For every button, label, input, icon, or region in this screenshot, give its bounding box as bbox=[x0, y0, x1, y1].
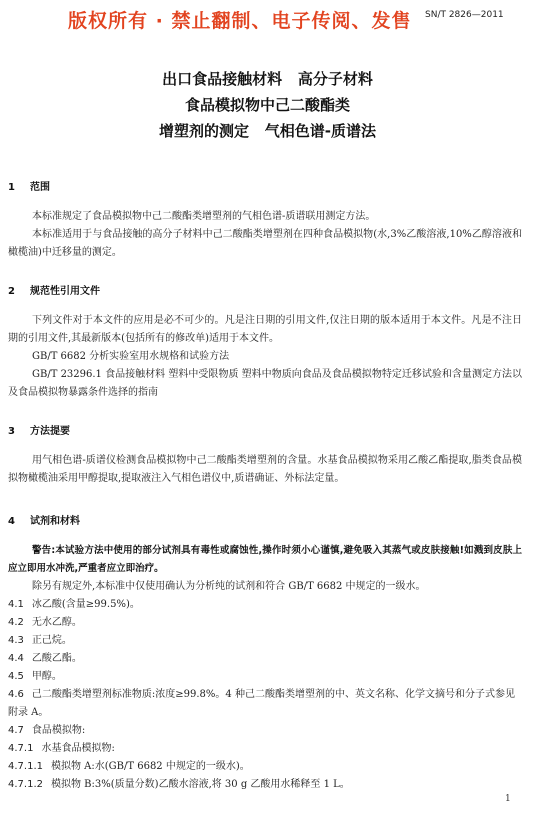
item-text: 己二酸酯类增塑剂标准物质:浓度≥99.8%。4 种己二酸酯类增塑剂的中、英文名称、化学文摘号和分子式参见附录 A。 bbox=[8, 689, 515, 718]
copyright-watermark: 版权所有 · 禁止翻制、电子传阅、发售 bbox=[68, 10, 412, 32]
list-item bbox=[8, 650, 522, 668]
section-number: 2 bbox=[8, 286, 15, 297]
list-item bbox=[8, 632, 522, 650]
section-2-paragraph-1: 下列文件对于本文件的应用是必不可少的。凡是注日期的引用文件,仅注日期的版本适用于本文件。凡是不注日期的引用文件,其最新版本(包括所有的修改单)适用于本文件。 bbox=[8, 315, 522, 344]
item-number: 4.1 bbox=[8, 599, 24, 610]
safety-warning: 警告:本试验方法中使用的部分试剂具有毒性或腐蚀性,操作时须小心谨慎,避免吸入其蒸气或皮肤接触!如溅到皮肤上应立即用水冲洗,严重者应立即治疗。 bbox=[8, 545, 522, 574]
list-item bbox=[8, 668, 522, 686]
section-1-heading bbox=[8, 178, 50, 193]
section-3-heading bbox=[8, 422, 70, 437]
list-item bbox=[8, 776, 522, 794]
item-number: 4.6 bbox=[8, 689, 24, 700]
item-text: 甲醇。 bbox=[31, 671, 62, 682]
item-number: 4.2 bbox=[8, 617, 24, 628]
section-3-paragraph-1: 用气相色谱-质谱仪检测食品模拟物中己二酸酯类增塑剂的含量。水基食品模拟物采用乙酸乙酯提取,脂类食品模拟物橄榄油采用甲醇提取,提取液注入气相色谱仪中,质谱确证、外标法定量。 bbox=[8, 455, 522, 484]
normative-reference-2: GB/T 23296.1 食品接触材料 塑料中受限物质 塑料中物质向食品及食品模拟物特定迁移试验和含量测定方法以及食品模拟物暴露条件选择的指南 bbox=[8, 369, 522, 398]
list-item bbox=[8, 686, 522, 722]
item-number: 4.7.1.1 bbox=[8, 761, 43, 772]
list-item bbox=[8, 614, 522, 632]
section-title: 范围 bbox=[30, 182, 50, 193]
section-1-paragraph-1: 本标准规定了食品模拟物中己二酸酯类增塑剂的气相色谱-质谱联用测定方法。 bbox=[32, 211, 376, 222]
list-item bbox=[8, 722, 522, 740]
item-text: 乙酸乙酯。 bbox=[31, 653, 82, 664]
item-text: 正己烷。 bbox=[31, 635, 72, 646]
item-text: 模拟物 A:水(GB/T 6682 中规定的一级水)。 bbox=[51, 761, 250, 772]
section-number: 3 bbox=[8, 426, 15, 437]
page-number: 1 bbox=[505, 794, 511, 804]
section-number: 4 bbox=[8, 516, 15, 527]
list-item bbox=[8, 596, 522, 614]
section-1-paragraph-2: 本标准适用于与食品接触的高分子材料中己二酸酯类增塑剂在四种食品模拟物(水,3%乙酸溶液,10%乙醇溶液和橄榄油)中迁移量的测定。 bbox=[8, 229, 522, 258]
item-text: 模拟物 B:3%(质量分数)乙酸水溶液,将 30 g 乙酸用水稀释至 1 L。 bbox=[51, 779, 350, 790]
item-text: 食品模拟物: bbox=[31, 725, 86, 736]
section-title: 方法提要 bbox=[30, 426, 70, 437]
section-title: 规范性引用文件 bbox=[30, 286, 100, 297]
item-number: 4.7 bbox=[8, 725, 24, 736]
title-line-2: 食品模拟物中己二酸酯类 bbox=[184, 96, 350, 114]
list-item bbox=[8, 740, 522, 758]
list-item bbox=[8, 758, 522, 776]
item-number: 4.5 bbox=[8, 671, 24, 682]
item-number: 4.4 bbox=[8, 653, 24, 664]
section-4-heading bbox=[8, 512, 80, 527]
normative-reference-1: GB/T 6682 分析实验室用水规格和试验方法 bbox=[32, 351, 230, 362]
item-number: 4.7.1 bbox=[8, 743, 34, 754]
standard-number: SN/T 2826—2011 bbox=[425, 10, 504, 20]
item-text: 水基食品模拟物: bbox=[41, 743, 115, 754]
section-title: 试剂和材料 bbox=[30, 516, 80, 527]
item-number: 4.3 bbox=[8, 635, 24, 646]
item-text: 无水乙醇。 bbox=[31, 617, 82, 628]
section-number: 1 bbox=[8, 182, 15, 193]
section-2-heading bbox=[8, 282, 100, 297]
section-4-paragraph-1: 除另有规定外,本标准中仅使用确认为分析纯的试剂和符合 GB/T 6682 中规定的一级水。 bbox=[32, 581, 426, 592]
title-line-1: 出口食品接触材料 高分子材料 bbox=[162, 70, 373, 88]
document-title bbox=[0, 66, 535, 144]
item-text: 冰乙酸(含量≥99.5%)。 bbox=[31, 599, 140, 610]
item-number: 4.7.1.2 bbox=[8, 779, 43, 790]
title-line-3: 增塑剂的测定 气相色谱-质谱法 bbox=[159, 122, 376, 140]
